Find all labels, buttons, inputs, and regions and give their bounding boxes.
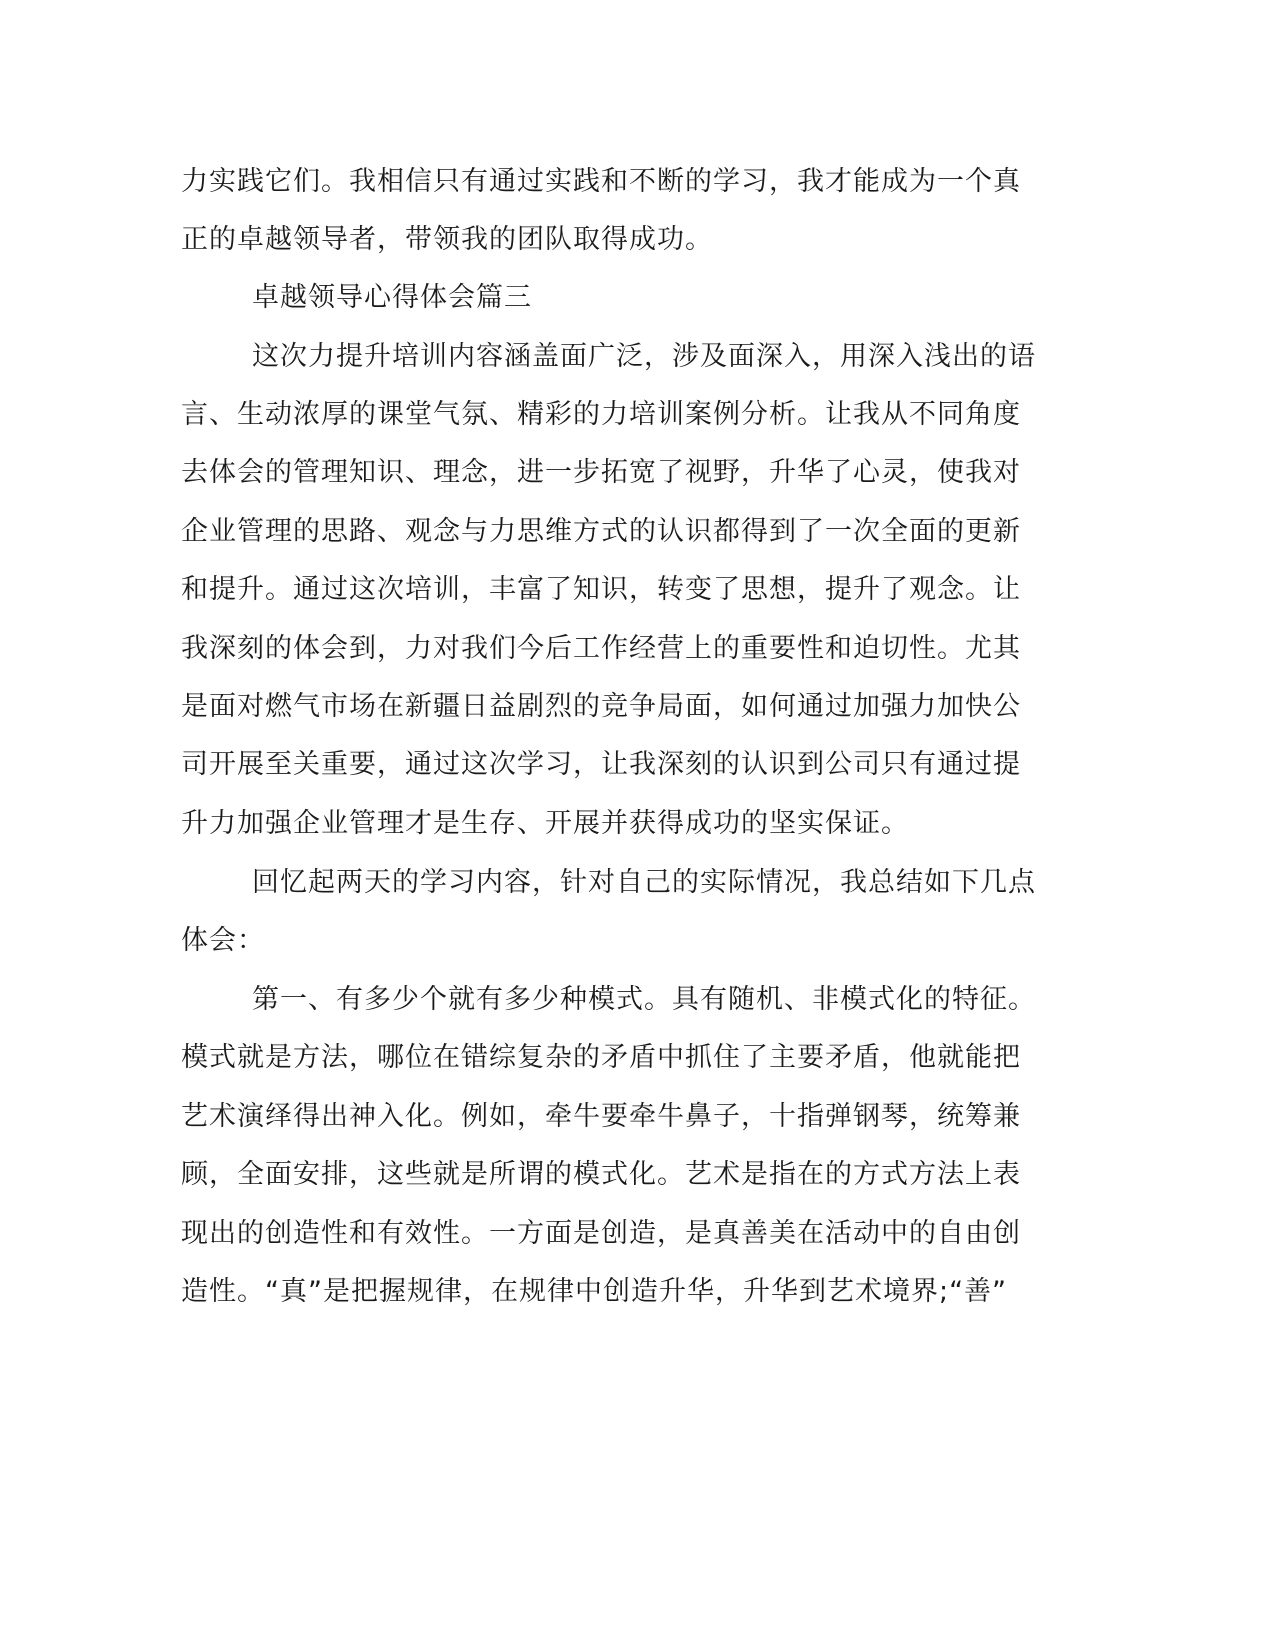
text-line: 我深刻的体会到，力对我们今后工作经营上的重要性和迫切性。尤其: [181, 633, 1021, 664]
text-line: 言、生动浓厚的课堂气氛、精彩的力培训案例分析。让我从不同角度: [181, 399, 1021, 430]
text-line: 回忆起两天的学习内容，针对自己的实际情况，我总结如下几点: [252, 867, 1036, 898]
text-line: 升力加强企业管理才是生存、开展并获得成功的坚实保证。: [181, 808, 909, 839]
text-line: 模式就是方法，哪位在错综复杂的矛盾中抓住了主要矛盾，他就能把: [181, 1042, 1021, 1073]
text-line: 和提升。通过这次培训，丰富了知识，转变了思想，提升了观念。让: [181, 574, 1021, 605]
text-line: 司开展至关重要，通过这次学习，让我深刻的认识到公司只有通过提: [181, 749, 1021, 780]
text-line: 体会：: [181, 925, 265, 956]
text-line: 企业管理的思路、观念与力思维方式的认识都得到了一次全面的更新: [181, 516, 1021, 547]
text-line: 力实践它们。我相信只有通过实践和不断的学习，我才能成为一个真: [181, 166, 1021, 197]
text-line: 顾，全面安排，这些就是所谓的模式化。艺术是指在的方式方法上表: [181, 1159, 1021, 1190]
text-line: 第一、有多少个就有多少种模式。具有随机、非模式化的特征。: [252, 984, 1036, 1015]
text-line: 去体会的管理知识、理念，进一步拓宽了视野，升华了心灵，使我对: [181, 457, 1021, 488]
text-line: 这次力提升培训内容涵盖面广泛，涉及面深入，用深入浅出的语: [252, 341, 1036, 372]
text-line: 是面对燃气市场在新疆日益剧烈的竞争局面，如何通过加强力加快公: [181, 691, 1021, 722]
section-heading: 卓越领导心得体会篇三: [252, 282, 532, 313]
text-line: 正的卓越领导者，带领我的团队取得成功。: [181, 224, 713, 255]
text-line: 艺术演绎得出神入化。例如，牵牛要牵牛鼻子，十指弹钢琴，统筹兼: [181, 1101, 1021, 1132]
text-line: 造性。“真”是把握规律，在规律中创造升华，升华到艺术境界;“善”: [181, 1276, 1008, 1307]
text-line: 现出的创造性和有效性。一方面是创造，是真善美在活动中的自由创: [181, 1218, 1021, 1249]
